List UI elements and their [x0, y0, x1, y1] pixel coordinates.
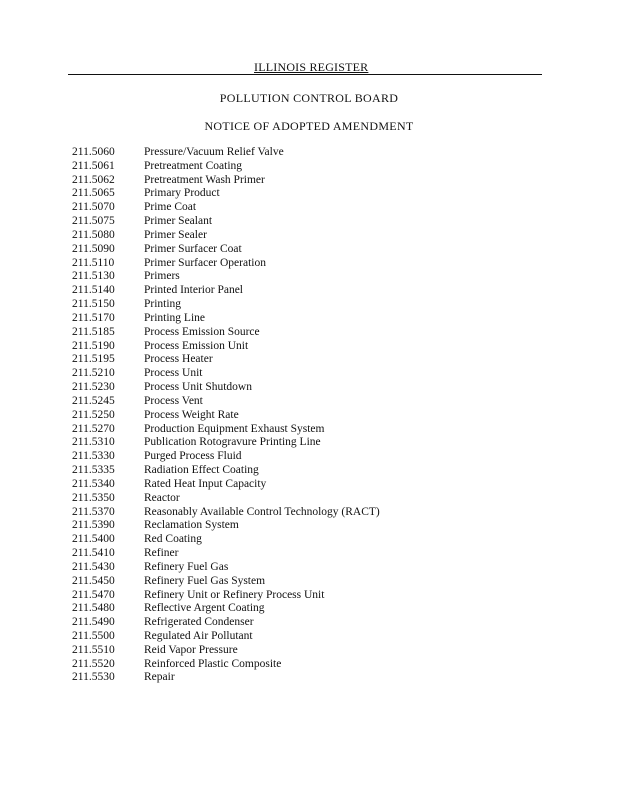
section-number: 211.5080 — [72, 228, 115, 241]
section-number: 211.5390 — [72, 519, 115, 532]
section-term: Reid Vapor Pressure — [144, 643, 238, 656]
list-item — [72, 257, 380, 271]
section-number: 211.5060 — [72, 146, 115, 158]
list-item — [72, 243, 380, 257]
section-term: Pretreatment Wash Primer — [144, 173, 265, 186]
section-number: 211.5170 — [72, 311, 115, 324]
list-item — [72, 589, 380, 603]
list-item — [72, 215, 380, 229]
list-item — [72, 602, 380, 616]
section-term: Radiation Effect Coating — [144, 464, 259, 477]
list-item — [72, 671, 380, 685]
list-item — [72, 533, 380, 547]
section-number: 211.5470 — [72, 588, 115, 601]
list-item — [72, 630, 380, 644]
section-number: 211.5340 — [72, 477, 115, 490]
section-term: Red Coating — [144, 533, 202, 546]
section-number: 211.5490 — [72, 616, 115, 629]
list-item — [72, 284, 380, 298]
section-term: Primers — [144, 270, 180, 283]
section-number: 211.5270 — [72, 422, 115, 435]
section-number: 211.5130 — [72, 270, 115, 283]
section-term: Refinery Fuel Gas System — [144, 574, 266, 587]
list-item — [72, 160, 380, 174]
list-item — [72, 326, 380, 340]
section-term: Prime Coat — [144, 201, 197, 214]
list-item — [72, 409, 380, 423]
section-term: Process Heater — [144, 353, 213, 366]
section-term: Reflective Argent Coating — [144, 602, 265, 615]
list-item — [72, 146, 380, 160]
section-number: 211.5065 — [72, 187, 115, 200]
section-number: 211.5110 — [72, 256, 115, 269]
section-term: Printing Line — [144, 311, 206, 324]
section-number: 211.5062 — [72, 173, 115, 186]
register-title: ILLINOIS REGISTER — [250, 60, 372, 74]
list-item — [72, 367, 380, 381]
list-item — [72, 423, 380, 437]
section-number: 211.5530 — [72, 671, 115, 684]
section-term: Primer Surfacer Coat — [144, 242, 242, 255]
list-item — [72, 575, 380, 589]
section-list — [72, 146, 380, 685]
section-term: Production Equipment Exhaust System — [144, 422, 325, 435]
section-number: 211.5330 — [72, 450, 115, 463]
section-number: 211.5090 — [72, 242, 115, 255]
section-number: 211.5210 — [72, 367, 115, 380]
list-item — [72, 450, 380, 464]
section-number: 211.5450 — [72, 574, 115, 587]
section-term: Refrigerated Condenser — [144, 616, 254, 629]
section-term: Primary Product — [144, 187, 220, 200]
list-item — [72, 174, 380, 188]
list-item — [72, 506, 380, 520]
section-term: Pressure/Vacuum Relief Valve — [144, 146, 284, 158]
section-term: Process Weight Rate — [144, 408, 239, 421]
section-term: Process Unit Shutdown — [144, 381, 252, 394]
section-number: 211.5140 — [72, 284, 115, 297]
list-item — [72, 201, 380, 215]
section-number: 211.5370 — [72, 505, 115, 518]
list-item — [72, 270, 380, 284]
section-term: Reinforced Plastic Composite — [144, 657, 282, 670]
section-number: 211.5335 — [72, 464, 115, 477]
section-number: 211.5310 — [72, 436, 115, 449]
section-term: Primer Sealer — [144, 228, 207, 241]
section-term: Pretreatment Coating — [144, 159, 243, 172]
section-number: 211.5520 — [72, 657, 115, 670]
section-number: 211.5430 — [72, 560, 115, 573]
list-item — [72, 229, 380, 243]
list-item — [72, 492, 380, 506]
section-term: Refiner — [144, 547, 179, 560]
section-number: 211.5195 — [72, 353, 115, 366]
section-term: Reasonably Available Control Technology (RACT) — [144, 505, 380, 518]
section-term: Reactor — [144, 491, 180, 504]
list-item — [72, 187, 380, 201]
list-item — [72, 561, 380, 575]
section-number: 211.5480 — [72, 602, 115, 615]
section-number: 211.5410 — [72, 547, 115, 560]
section-number: 211.5190 — [72, 339, 115, 352]
section-number: 211.5510 — [72, 643, 115, 656]
section-term: Reclamation System — [144, 519, 239, 532]
list-item — [72, 298, 380, 312]
list-item — [72, 478, 380, 492]
list-item — [72, 464, 380, 478]
section-number: 211.5075 — [72, 215, 115, 228]
section-term: Purged Process Fluid — [144, 450, 242, 463]
section-number: 211.5061 — [72, 159, 115, 172]
section-number: 211.5185 — [72, 325, 115, 338]
section-number: 211.5500 — [72, 629, 115, 642]
section-term: Process Unit — [144, 367, 203, 380]
section-number: 211.5400 — [72, 533, 115, 546]
section-term: Printing — [144, 298, 182, 311]
list-item — [72, 312, 380, 326]
section-term: Refinery Unit or Refinery Process Unit — [144, 588, 325, 601]
section-term: Repair — [144, 671, 175, 684]
list-item — [72, 644, 380, 658]
section-term: Process Vent — [144, 394, 203, 407]
section-term: Primer Sealant — [144, 215, 213, 228]
list-item — [72, 395, 380, 409]
section-number: 211.5070 — [72, 201, 115, 214]
list-item — [72, 353, 380, 367]
section-term: Regulated Air Pollutant — [144, 629, 253, 642]
section-term: Process Emission Unit — [144, 339, 249, 352]
section-number: 211.5150 — [72, 298, 115, 311]
section-number: 211.5350 — [72, 491, 115, 504]
section-number: 211.5245 — [72, 394, 115, 407]
list-item — [72, 658, 380, 672]
list-item — [72, 436, 380, 450]
register-header — [68, 60, 542, 76]
agency-heading: POLLUTION CONTROL BOARD — [219, 91, 399, 105]
section-term: Publication Rotogravure Printing Line — [144, 436, 321, 449]
section-number: 211.5250 — [72, 408, 115, 421]
section-term: Primer Surfacer Operation — [144, 256, 266, 269]
section-term: Rated Heat Input Capacity — [144, 477, 267, 490]
list-item — [72, 616, 380, 630]
list-item — [72, 547, 380, 561]
list-item — [72, 519, 380, 533]
section-number: 211.5230 — [72, 381, 115, 394]
header-rule-line — [68, 74, 542, 75]
section-term: Printed Interior Panel — [144, 284, 244, 297]
list-item — [72, 340, 380, 354]
section-term: Process Emission Source — [144, 325, 260, 338]
list-item — [72, 381, 380, 395]
section-term: Refinery Fuel Gas — [144, 560, 229, 573]
notice-heading: NOTICE OF ADOPTED AMENDMENT — [204, 119, 414, 133]
